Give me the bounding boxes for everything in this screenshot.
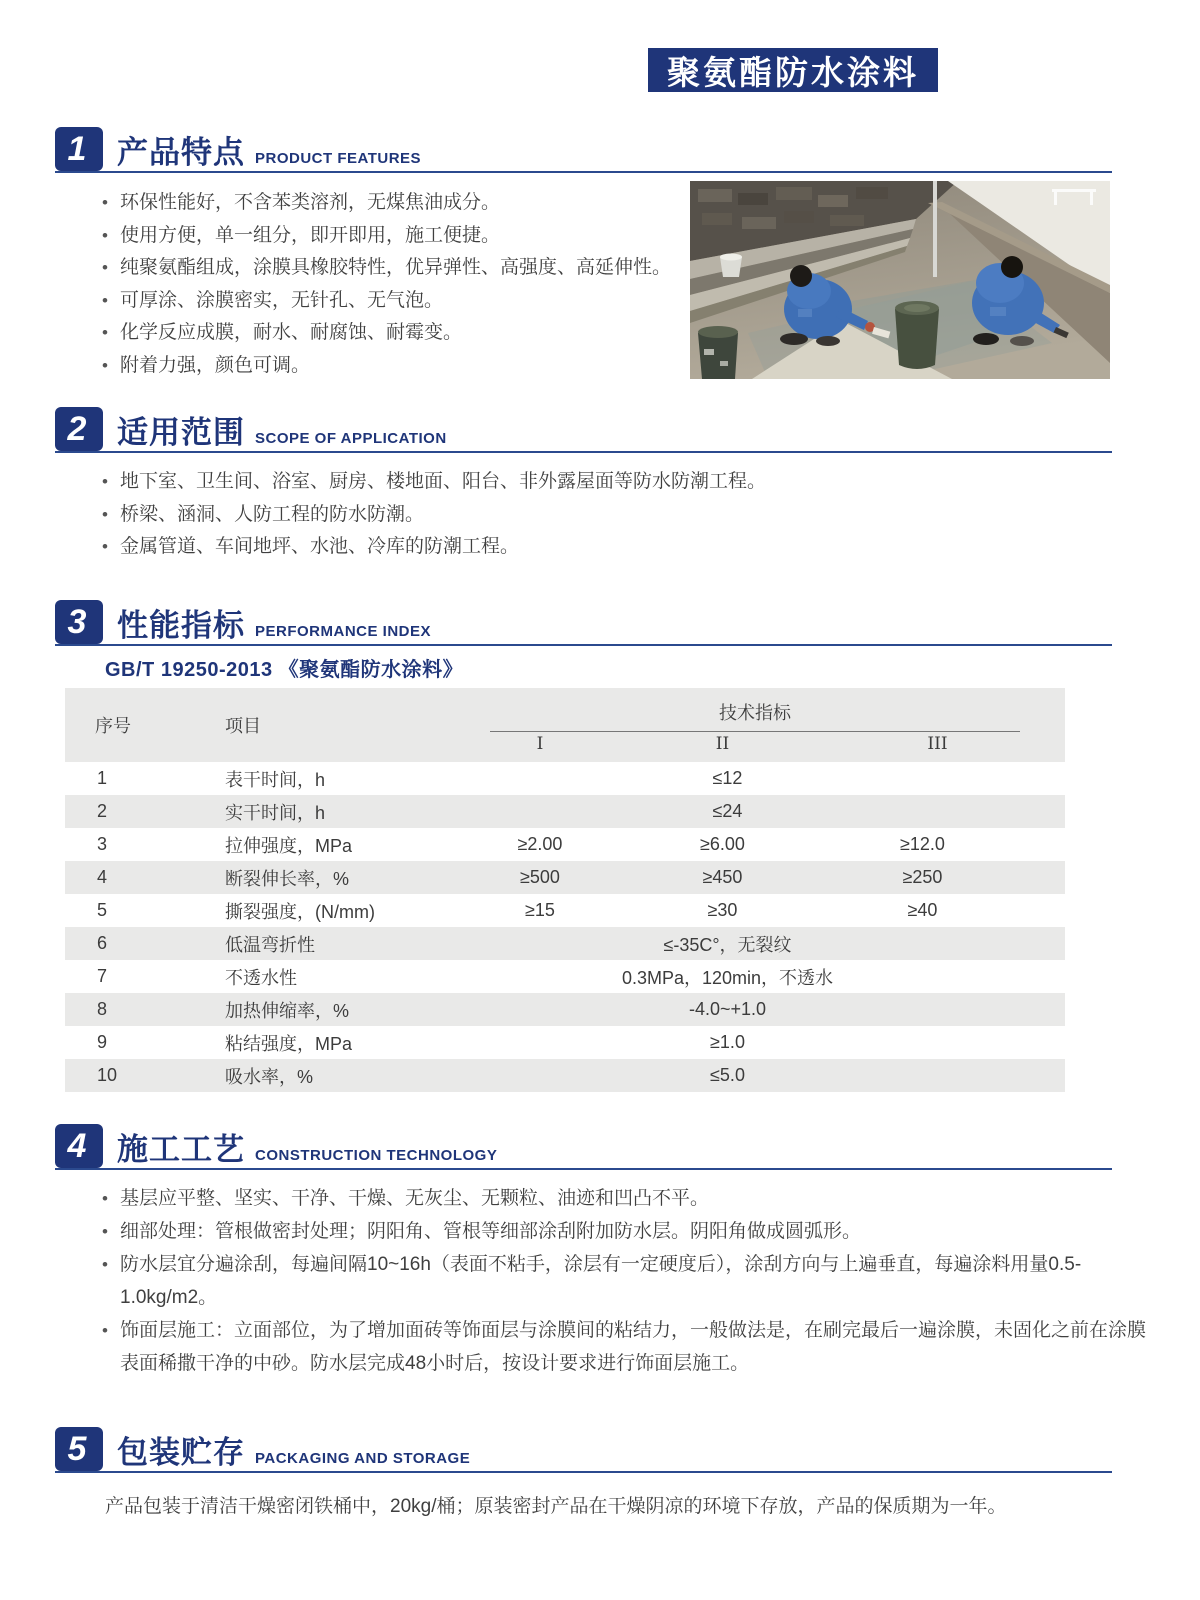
section-title-zh: 产品特点 <box>117 135 245 170</box>
cell-item: 撕裂强度，(N/mm) <box>225 901 375 922</box>
cell-item: 断裂伸长率，% <box>225 868 350 889</box>
section-title-en: PERFORMANCE INDEX <box>255 623 432 640</box>
scope-list <box>100 466 1000 564</box>
table-row <box>65 894 1065 927</box>
rooftop-coating-illustration <box>690 181 1110 379</box>
cell-no: 5 <box>97 900 108 920</box>
cell-no: 10 <box>97 1065 118 1085</box>
cell-item: 实干时间，h <box>225 802 326 823</box>
section-number: 5 <box>67 1429 87 1468</box>
cell-value-1: ≥15 <box>525 900 555 920</box>
cell-value-1: ≥500 <box>520 867 560 887</box>
section-title-en: PRODUCT FEATURES <box>255 150 422 167</box>
list-item: • 地下室、卫生间、浴室、厨房、楼地面、阳台、非外露屋面等防水防潮工程。 <box>100 466 1000 499</box>
table-row <box>65 861 1065 894</box>
section-header-packaging <box>55 1427 1112 1473</box>
cell-item: 不透水性 <box>225 967 297 988</box>
section-number: 1 <box>67 129 87 168</box>
list-item: • 附着力强，颜色可调。 <box>100 350 680 383</box>
section-header-features <box>55 127 1112 173</box>
column-header-no: 序号 <box>65 688 160 762</box>
grade-header-2: II <box>635 732 810 762</box>
section-number-badge <box>55 1124 103 1168</box>
table-row <box>65 993 1065 1026</box>
section-number-badge <box>55 407 103 451</box>
cell-item: 表干时间，h <box>225 769 326 790</box>
column-header-item: 项目 <box>160 688 445 762</box>
cell-no: 2 <box>97 801 108 821</box>
list-item: • 饰面层施工：立面部位，为了增加面砖等饰面层与涂膜间的粘结力，一般做法是，在刷完最后一遍涂膜，未固化之前在涂膜表面稀撒干净的中砂。防水层完成48小时后，按设计要求进行饰面层施工。 <box>100 1314 1155 1380</box>
table-row <box>65 795 1065 828</box>
table-row <box>65 828 1065 861</box>
cell-no: 8 <box>97 999 108 1019</box>
table-row <box>65 1026 1065 1059</box>
performance-index-table <box>65 688 1065 1092</box>
cell-no: 1 <box>97 768 108 788</box>
cell-value: ≤-35C°，无裂纹 <box>663 934 792 955</box>
cell-item: 吸水率，% <box>225 1066 314 1087</box>
cell-value: -4.0~+1.0 <box>688 999 767 1019</box>
cell-value-2: ≥6.00 <box>700 834 745 854</box>
section-number-badge <box>55 127 103 171</box>
cell-value: ≤24 <box>712 801 743 821</box>
section-header-construction <box>55 1124 1112 1170</box>
cell-no: 9 <box>97 1032 108 1052</box>
cell-no: 7 <box>97 966 108 986</box>
grade-header-3: III <box>810 732 1065 762</box>
section-number: 4 <box>67 1126 87 1165</box>
section-title-en: PACKAGING AND STORAGE <box>255 1450 471 1467</box>
cell-value-2: ≥30 <box>707 900 738 920</box>
list-item: • 防水层宜分遍涂刮，每遍间隔10~16h（表面不粘手，涂层有一定硬度后），涂刮方向与上遍垂直，每遍涂料用量0.5-1.0kg/m2。 <box>100 1248 1155 1314</box>
cell-value-2: ≥450 <box>702 867 743 887</box>
cell-value: 0.3MPa，120min，不透水 <box>621 967 834 988</box>
list-item: • 桥梁、涵洞、人防工程的防水防潮。 <box>100 499 1000 532</box>
table-row <box>65 1059 1065 1092</box>
list-item: • 金属管道、车间地坪、水池、冷库的防潮工程。 <box>100 531 1000 564</box>
list-item: • 化学反应成膜，耐水、耐腐蚀、耐霉变。 <box>100 317 680 350</box>
section-title-zh: 包装贮存 <box>117 1435 245 1470</box>
cell-item: 加热伸缩率，% <box>225 1000 350 1021</box>
cell-value-3: ≥12.0 <box>900 834 945 854</box>
section-header-scope <box>55 407 1112 453</box>
table-row <box>65 927 1065 960</box>
cell-value: ≤12 <box>712 768 743 788</box>
section-header-performance <box>55 600 1112 646</box>
grade-header-1: I <box>445 732 635 762</box>
cell-value-1: ≥2.00 <box>517 834 563 854</box>
cell-no: 3 <box>97 834 108 854</box>
list-item: • 使用方便，单一组分，即开即用，施工便捷。 <box>100 220 680 253</box>
tech-index-label: 技术指标 <box>490 699 1020 732</box>
packaging-text: 产品包装于清洁干燥密闭铁桶中，20kg/桶；原装密封产品在干燥阴凉的环境下存放，产品的保质期为一年。 <box>105 1496 1007 1517</box>
section-title-zh: 施工工艺 <box>117 1132 245 1167</box>
section-title-en: CONSTRUCTION TECHNOLOGY <box>255 1147 498 1164</box>
features-list <box>100 187 680 382</box>
list-item: • 基层应平整、坚实、干净、干燥、无灰尘、无颗粒、油迹和凹凸不平。 <box>100 1182 1155 1215</box>
page-title <box>648 48 938 92</box>
list-item: • 纯聚氨酯组成，涂膜具橡胶特性，优异弹性、高强度、高延伸性。 <box>100 252 680 285</box>
product-photo <box>690 181 1110 379</box>
section-number-badge <box>55 600 103 644</box>
table-row <box>65 960 1065 993</box>
list-item: • 环保性能好，不含苯类溶剂，无煤焦油成分。 <box>100 187 680 220</box>
cell-value: ≤5.0 <box>710 1065 745 1085</box>
cell-value-3: ≥40 <box>907 900 938 920</box>
list-item: • 可厚涂、涂膜密实，无针孔、无气泡。 <box>100 285 680 318</box>
cell-value-3: ≥250 <box>902 867 943 887</box>
construction-list <box>100 1182 1155 1380</box>
section-number-badge <box>55 1427 103 1471</box>
list-item: • 细部处理：管根做密封处理；阴阳角、管根等细部涂刮附加防水层。阴阳角做成圆弧形。 <box>100 1215 1155 1248</box>
section-number: 3 <box>67 602 87 641</box>
cell-item: 低温弯折性 <box>225 934 315 955</box>
section-title-zh: 适用范围 <box>117 415 245 450</box>
column-header-tech <box>445 688 1065 732</box>
cell-no: 4 <box>97 867 108 887</box>
table-row <box>65 762 1065 795</box>
cell-item: 粘结强度，MPa <box>225 1033 353 1054</box>
page-title-text: 聚氨酯防水涂料 <box>667 53 919 91</box>
section-title-zh: 性能指标 <box>117 608 245 643</box>
section-title-en: SCOPE OF APPLICATION <box>255 430 447 447</box>
cell-item: 拉伸强度，MPa <box>225 835 353 856</box>
standard-reference: GB/T 19250-2013 《聚氨酯防水涂料》 <box>105 659 464 681</box>
cell-value: ≥1.0 <box>710 1032 745 1052</box>
cell-no: 6 <box>97 933 108 953</box>
section-number: 2 <box>67 409 87 448</box>
